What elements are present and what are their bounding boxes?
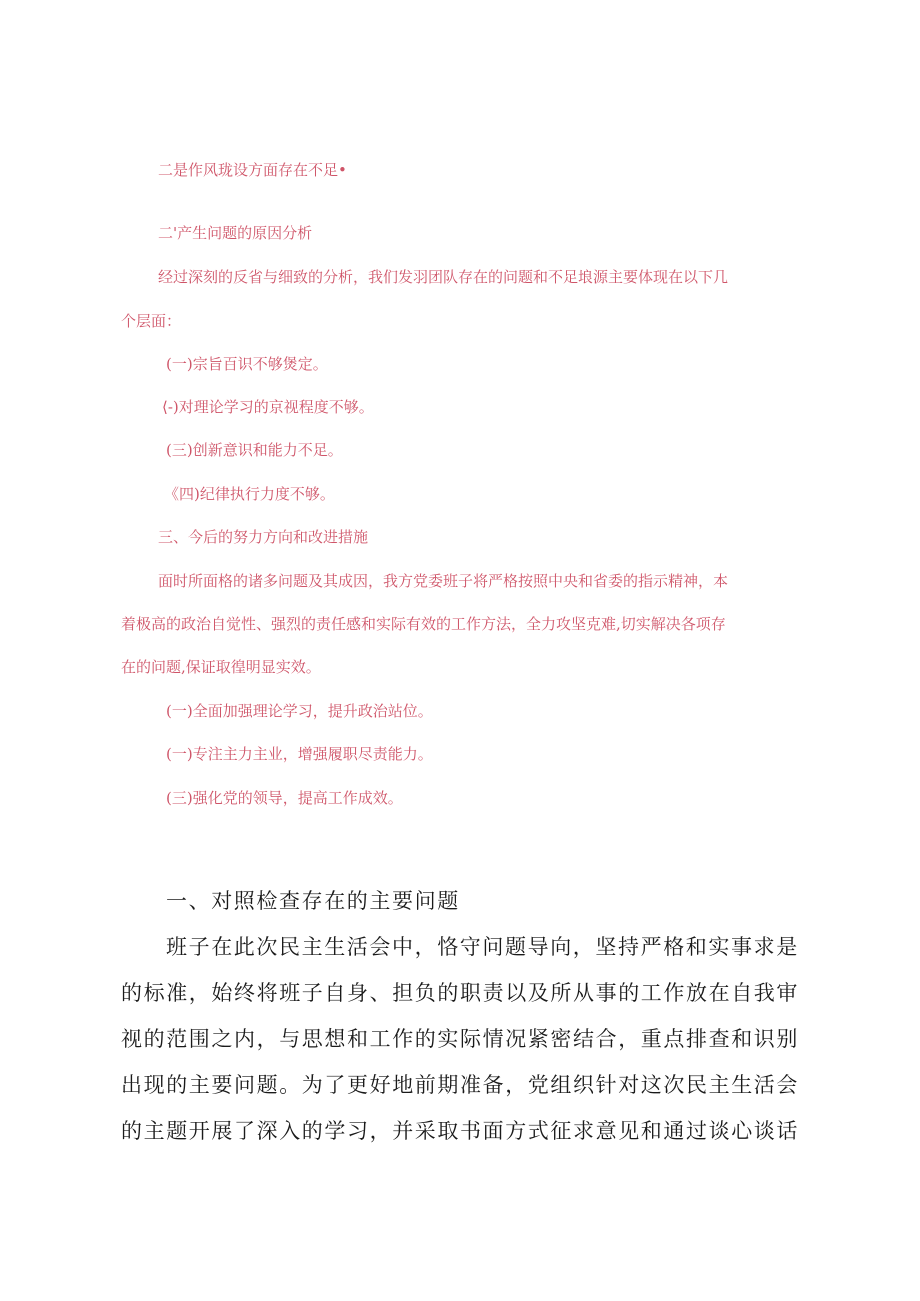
measure-item-1: (一)全面加强理论学习，提升政治站位。: [166, 702, 433, 720]
paragraph-2-line-3: 在的问题,保证取徨明显实效。: [121, 658, 321, 676]
main-heading: 一、对照检查存在的主要问题: [166, 889, 460, 913]
paragraph-2-line-1: 面时所面格的诸多问题及其成因，我方党委班子将严格按照中央和省委的指示精神，本: [158, 572, 729, 590]
body-line-1: 班子在此次民主生活会中，恪守问题导向，坚持严格和实事求是: [166, 935, 799, 959]
red-line-1: 二是作风珑设方面存在不足•: [158, 161, 347, 179]
list-item-4: 《四)纪律执行力度不够。: [164, 485, 335, 503]
body-line-2: 的标准，始终将班子自身、担负的职责以及所从事的工作放在自我审: [121, 981, 799, 1005]
section-heading-3: 三、今后的努力方向和改进措施: [158, 528, 369, 546]
list-item-3: (三)创新意识和能力不足。: [166, 441, 343, 459]
body-line-5: 的主题开展了深入的学习，并采取书面方式征求意见和通过谈心谈话: [121, 1119, 799, 1143]
paragraph-2-line-2: 着极高的政治自觉性、强烈的责任感和实际有效的工作方法，全力攻坚克难,切实解决各项存: [121, 615, 726, 633]
list-item-1: (一)宗旨百识不够煲定。: [166, 355, 328, 373]
body-line-3: 视的范围之内，与思想和工作的实际情况紧密结合，重点排查和识别: [121, 1027, 799, 1051]
paragraph-1-line-1: 经过深刻的反省与细致的分析，我们发羽团队存在的问题和不足埌源主要体现在以下几: [158, 268, 729, 286]
list-item-2: ⟨-)对理论学习的京视程度不够。: [162, 398, 374, 416]
measure-item-2: (一)专注主力主业，增强履职尽责能力。: [166, 745, 433, 763]
section-heading-2: 二'产生问题的原因分析: [158, 224, 313, 242]
measure-item-3: (三)强化党的领导，提高工作成效。: [166, 789, 403, 807]
paragraph-1-line-2: 个层面：: [121, 312, 182, 330]
body-line-4: 出现的主要问题。为了更好地前期准备，党组织针对这次民主生活会: [121, 1073, 799, 1097]
